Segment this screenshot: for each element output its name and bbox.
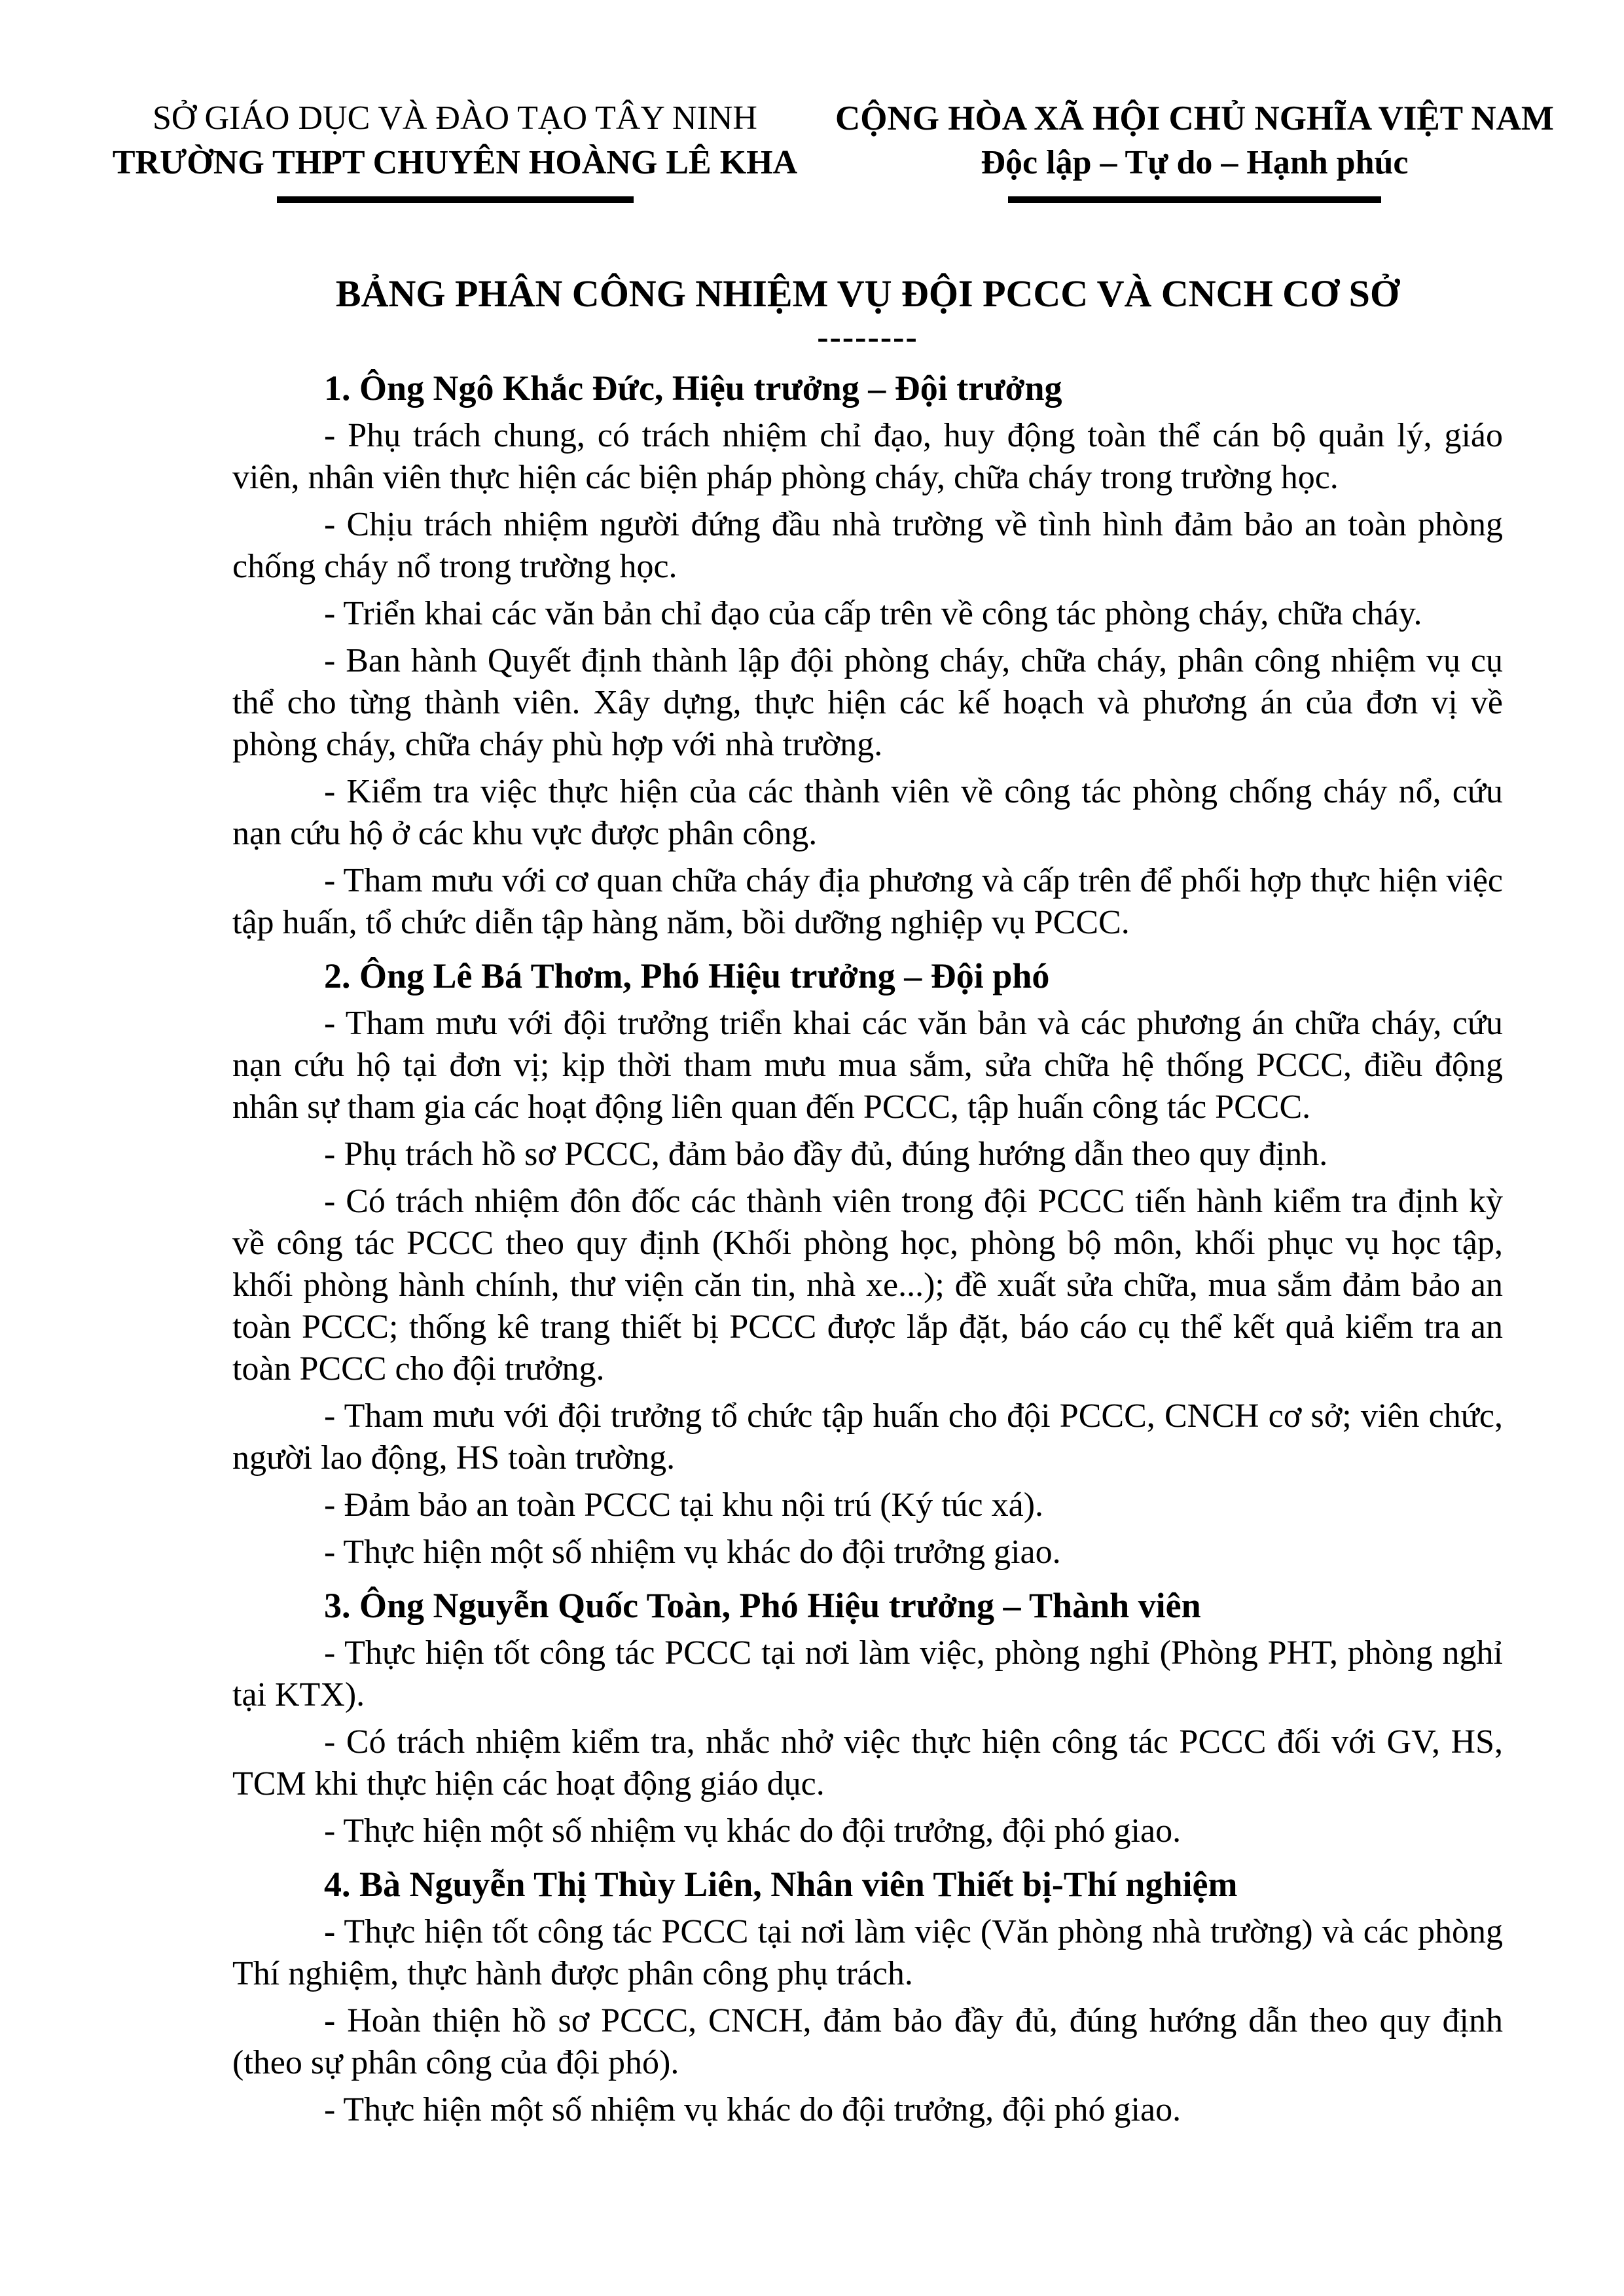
paragraph: - Tham mưu với cơ quan chữa cháy địa phương và cấp trên để phối hợp thực hiện việc tập huấn, tổ chức diễn tập hàng năm, bồi dưỡng nghiệp vụ PCCC.: [232, 862, 1503, 941]
school-name: TRƯỜNG THPT CHUYÊN HOÀNG LÊ KHA: [112, 144, 798, 181]
bold-dash: -: [324, 2002, 336, 2039]
paragraph: [232, 2000, 1503, 2084]
section-2-heading: 2. Ông Lê Bá Thơm, Phó Hiệu trưởng – Đội phó: [324, 956, 1050, 996]
paragraph: - Có trách nhiệm đôn đốc các thành viên trong đội PCCC tiến hành kiểm tra định kỳ về công tác PCCC theo quy định (Khối phòng học, phòng bộ môn, khối phục vụ học tập, khối phòng hành chính, thư viện căn tin, nhà xe...); đề xuất sửa chữa, mua sắm đảm bảo an toàn PCCC; thống kê trang thiết bị PCCC được lắp đặt, báo cáo cụ thể kết quả kiểm tra an toàn PCCC cho đội trưởng.: [232, 1183, 1503, 1388]
paragraph: - Chịu trách nhiệm người đứng đầu nhà trường về tình hình đảm bảo an toàn phòng chống cháy nổ trong trường học.: [232, 506, 1503, 585]
paragraph: - Thực hiện một số nhiệm vụ khác do đội trưởng giao.: [324, 1534, 1061, 1571]
paragraph: - Đảm bảo an toàn PCCC tại khu nội trú (Ký túc xá).: [324, 1486, 1044, 1524]
paragraph: - Tham mưu với đội trưởng tổ chức tập huấn cho đội PCCC, CNCH cơ sở; viên chức, người lao động, HS toàn trường.: [232, 1397, 1503, 1477]
document-header: [0, 0, 1624, 203]
org-name: SỞ GIÁO DỤC VÀ ĐÀO TẠO TÂY NINH: [153, 99, 757, 137]
paragraph-text: Thực hiện tốt công tác PCCC tại nơi làm việc (Văn phòng nhà trường) và các phòng Thí nghiệm, thực hành được phân công phụ trách.: [232, 1913, 1503, 1992]
paragraph: - Thực hiện một số nhiệm vụ khác do đội trưởng, đội phó giao.: [324, 2091, 1182, 2128]
section-3-heading: 3. Ông Nguyễn Quốc Toàn, Phó Hiệu trưởng – Thành viên: [324, 1586, 1201, 1625]
paragraph: - Thực hiện tốt công tác PCCC tại nơi làm việc, phòng nghỉ (Phòng PHT, phòng nghỉ tại KTX).: [232, 1634, 1503, 1713]
national-title: CỘNG HÒA XÃ HỘI CHỦ NGHĨA VIỆT NAM: [835, 99, 1554, 137]
paragraph-text: Hoàn thiện hồ sơ PCCC, CNCH, đảm bảo đầy đủ, đúng hướng dẫn theo quy định (theo sự phân công của đội phó).: [232, 2002, 1503, 2081]
paragraph: - Ban hành Quyết định thành lập đội phòng cháy, chữa cháy, phân công nhiệm vụ cụ thể cho từng thành viên. Xây dựng, thực hiện các kế hoạch và phương án của đơn vị về phòng cháy, chữa cháy phù hợp với nhà trường.: [232, 642, 1503, 763]
header-left-underline: [277, 196, 634, 203]
paragraph: - Triển khai các văn bản chỉ đạo của cấp trên về công tác phòng cháy, chữa cháy.: [324, 595, 1422, 632]
title-separator: --------: [817, 319, 918, 356]
header-right-block: [812, 97, 1578, 203]
document-body: [0, 271, 1624, 2131]
section-1-heading: 1. Ông Ngô Khắc Đức, Hiệu trưởng – Đội trưởng: [324, 368, 1062, 408]
national-motto: Độc lập – Tự do – Hạnh phúc: [981, 144, 1409, 181]
bold-dash: -: [324, 1913, 336, 1950]
paragraph: - Phụ trách hồ sơ PCCC, đảm bảo đầy đủ, đúng hướng dẫn theo quy định.: [324, 1136, 1328, 1173]
paragraph: [232, 1911, 1503, 1995]
paragraph: - Có trách nhiệm kiểm tra, nhắc nhở việc thực hiện công tác PCCC đối với GV, HS, TCM khi thực hiện các hoạt động giáo dục.: [232, 1723, 1503, 1803]
section-4-heading: 4. Bà Nguyễn Thị Thùy Liên, Nhân viên Thiết bị-Thí nghiệm: [324, 1865, 1238, 1904]
header-left-block: [98, 97, 812, 203]
paragraph: - Kiểm tra việc thực hiện của các thành viên về công tác phòng chống cháy nổ, cứu nạn cứu hộ ở các khu vực được phân công.: [232, 773, 1503, 852]
paragraph: - Phụ trách chung, có trách nhiệm chỉ đạo, huy động toàn thể cán bộ quản lý, giáo viên, nhân viên thực hiện các biện pháp phòng cháy, chữa cháy trong trường học.: [232, 417, 1503, 496]
header-right-underline: [1008, 196, 1381, 203]
paragraph: - Tham mưu với đội trưởng triển khai các văn bản và các phương án chữa cháy, cứu nạn cứu hộ tại đơn vị; kịp thời tham mưu mua sắm, sửa chữa hệ thống PCCC, điều động nhân sự tham gia các hoạt động liên quan đến PCCC, tập huấn công tác PCCC.: [232, 1005, 1503, 1126]
paragraph: - Thực hiện một số nhiệm vụ khác do đội trưởng, đội phó giao.: [324, 1812, 1182, 1850]
page-title: BẢNG PHÂN CÔNG NHIỆM VỤ ĐỘI PCCC VÀ CNCH CƠ SỞ: [335, 272, 1400, 315]
